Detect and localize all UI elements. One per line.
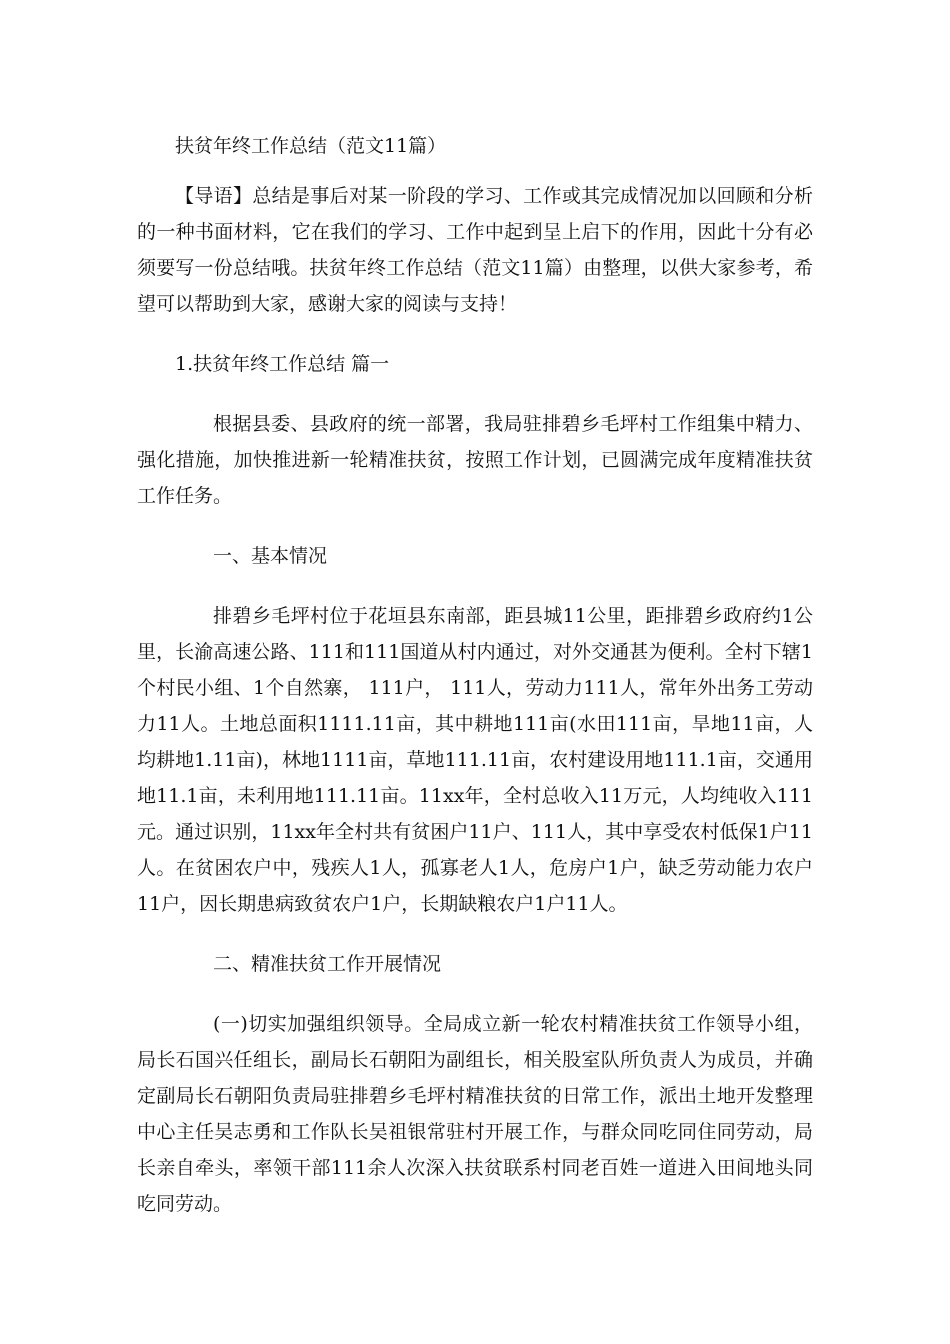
heading-basic-situation: 一、基本情况 bbox=[213, 545, 328, 567]
intro-paragraph: 【导语】总结是事后对某一阶段的学习、工作或其完成情况加以回顾和分析的一种书面材料，它在我们的学习、工作中起到呈上启下的作用，因此十分有必须要写一份总结哦。扶贫年终工作总结（范文11篇）由整理，以供大家参考，希望可以帮助到大家，感谢大家的阅读与支持！ bbox=[137, 185, 813, 315]
document-body bbox=[137, 126, 813, 1246]
paragraph-organization: (一)切实加强组织领导。全局成立新一轮农村精准扶贫工作领导小组，局长石国兴任组长，副局长石朝阳为副组长，相关股室队所负责人为成员，并确定副局长石朝阳负责局驻排碧乡毛坪村精准扶贫的日常工作，派出土地开发整理中心主任吴志勇和工作队长吴祖银常驻村开展工作，与群众同吃同住同劳动，局长亲自牵头，率领干部111余人次深入扶贫联系村同老百姓一道进入田间地头同吃同劳动。 bbox=[137, 1013, 813, 1215]
document-title: 扶贫年终工作总结（范文11篇） bbox=[175, 135, 447, 157]
heading-work-progress: 二、精准扶贫工作开展情况 bbox=[213, 953, 442, 975]
paragraph-basic-situation: 排碧乡毛坪村位于花垣县东南部，距县城11公里，距排碧乡政府约1公里，长渝高速公路、111和111国道从村内通过，对外交通甚为便利。全村下辖1个村民小组、1个自然寨， 111户， 111人，劳动力111人，常年外出务工劳动力11人。土地总面积1111.11亩，其中耕地111亩(水田111亩，旱地11亩，人均耕地1.11亩)，林地1111亩，草地111.11亩，农村建设用地111.1亩，交通用地11.1亩，未利用地111.11亩。11xx年，全村总收入11万元，人均纯收入111元。通过识别，11xx年全村共有贫困户11户、111人，其中享受农村低保1户11人。在贫困农户中，残疾人1人，孤寡老人1人，危房户1户，缺乏劳动能力农户11户，因长期患病致贫农户1户，长期缺粮农户1户11人。 bbox=[137, 605, 813, 915]
paragraph-overview: 根据县委、县政府的统一部署，我局驻排碧乡毛坪村工作组集中精力、强化措施，加快推进新一轮精准扶贫，按照工作计划，已圆满完成年度精准扶贫工作任务。 bbox=[137, 413, 813, 507]
section-title: 1.扶贫年终工作总结 篇一 bbox=[175, 353, 390, 375]
